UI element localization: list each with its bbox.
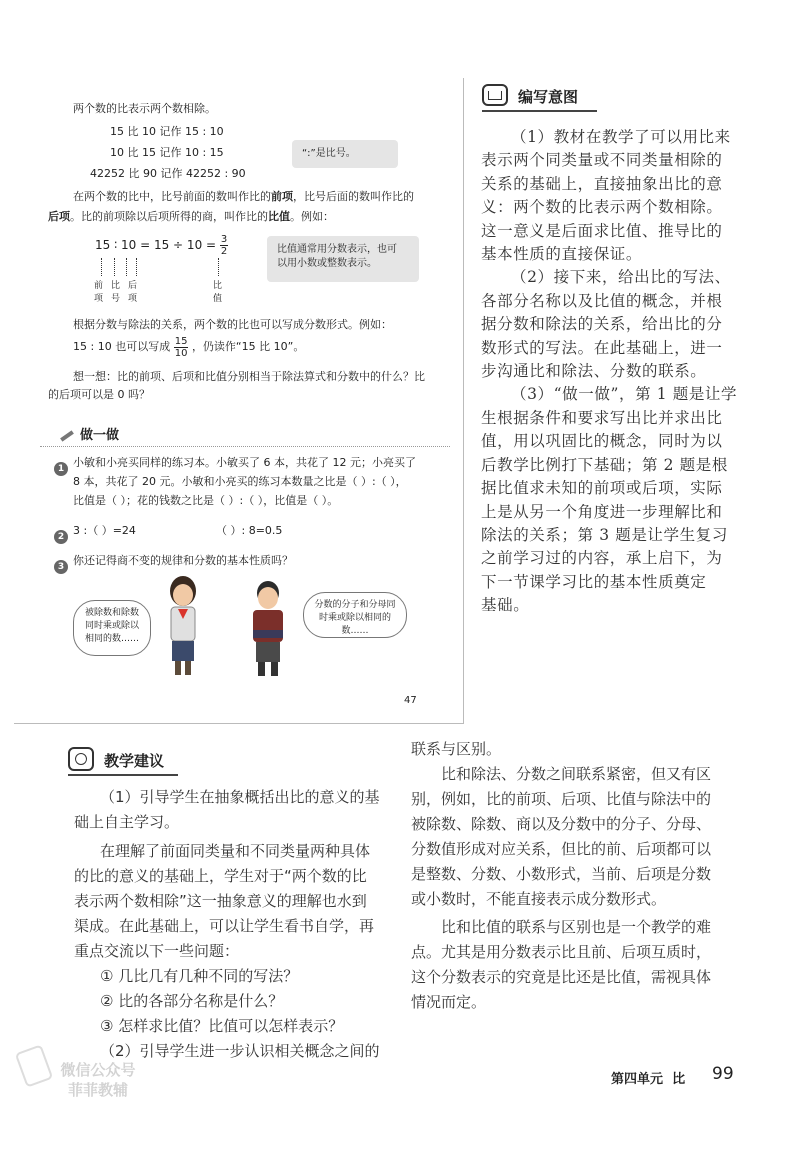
q2-part-b: （ ）: 8=0.5	[216, 524, 283, 537]
definition-line-2: 后项。比的前项除以后项所得的商，叫作比的比值。例如：	[48, 210, 334, 223]
advice-line: 在理解了前面同类量和不同类量两种具体	[100, 842, 371, 860]
equation-fraction: $\frac{3}{2}$	[220, 234, 228, 257]
intent-line: 基础。	[481, 596, 530, 615]
intent-line: （2）接下来，给出比的写法、	[511, 268, 731, 287]
value-note-box	[267, 236, 419, 282]
advice-line: 被除数、除数、商以及分数中的分子、分母、	[411, 815, 712, 833]
advice-line: 重点交流以下一些问题：	[74, 942, 240, 960]
advice-line: （2）引导学生进一步认识相关概念之间的	[100, 1042, 380, 1060]
advice-line: 分数值形成对应关系，但比的前、后项都可以	[411, 840, 712, 858]
dotted-guide	[114, 258, 115, 276]
label-sign: 比 号	[111, 281, 121, 304]
advice-left-column	[74, 785, 404, 1064]
intent-underline	[482, 110, 597, 112]
advice-underline	[68, 774, 178, 776]
example-3: 42252 比 90 记作 42252 : 90	[90, 167, 246, 180]
intent-title: 编写意图	[518, 88, 579, 106]
example-fraction: $\frac{15}{10}$	[174, 335, 188, 359]
question-number-1: 1	[54, 462, 68, 476]
advice-line: 联系与区别。	[411, 740, 502, 758]
dotted-guide	[218, 258, 219, 276]
advice-line: （1）引导学生在抽象概括出比的意义的基	[100, 788, 380, 806]
question-number-2: 2	[54, 530, 68, 544]
definition-line-1: 在两个数的比中，比号前面的数叫作比的前项，比号后面的数叫作比的	[73, 190, 414, 203]
dotted-guide	[136, 258, 137, 276]
q3-text: 你还记得商不变的规律和分数的基本性质吗？	[73, 554, 293, 567]
intent-line: 据比值求未知的前项或后项，实际	[481, 479, 723, 498]
advice-right-column	[411, 737, 781, 1015]
girl-figure	[170, 576, 196, 675]
intent-line: 基本性质的直接保证。	[481, 245, 643, 264]
intent-body	[481, 126, 771, 618]
example-2: 10 比 15 记作 10 : 15	[110, 146, 224, 159]
footer-unit: 第四单元 比	[611, 1072, 686, 1087]
intent-line: 各部分名称以及比值的概念，并根	[481, 291, 723, 310]
value-note-line-2: 以用小数或整数表示。	[277, 258, 377, 269]
divider	[40, 446, 450, 447]
q1-line-2: 8 本，共花了 20 元。小敏和小亮买的练习本数量之比是（ ）:（ ），	[73, 475, 407, 488]
intent-line: 上是从另一个角度进一步理解比和	[481, 502, 723, 521]
speech-bubble-right: 分数的分子和分母同时乘或除以相同的数……	[303, 592, 407, 638]
fraction-example: 15 : 10 也可以写成 $\frac{15}{10}$ ，仍读作“15 比 10”。	[73, 335, 305, 359]
intent-line: 后教学比例打下基础；第 2 题是根	[481, 455, 728, 474]
advice-line: 情况而定。	[411, 993, 487, 1011]
intent-line: 值，用以巩固比的概念，同时为以	[481, 432, 723, 451]
book-icon	[482, 84, 508, 106]
advice-line: 础上自主学习。	[74, 813, 180, 831]
advice-line: 比和除法、分数之间联系紧密，但又有区	[441, 765, 712, 783]
intent-line: 下一节课学习比的基本性质奠定	[481, 572, 707, 591]
student-illustration	[150, 575, 320, 680]
intent-line: （3）“做一做”，第 1 题是让学	[511, 385, 738, 404]
colon-note: “:”是比号。	[302, 148, 356, 159]
intent-line: 关系的基础上，直接抽象出比的意	[481, 174, 723, 193]
advice-line: 是整数、分数、小数形式，当前、后项是分数	[411, 865, 712, 883]
think-line-1: 想一想：比的前项、后项和比值分别相当于除法算式和分数中的什么？比	[73, 370, 425, 383]
intent-line: 除法的关系；第 3 题是让学生复习	[481, 525, 728, 544]
speech-bubble-left: 被除数和除数同时乘或除以相同的数……	[73, 600, 151, 656]
intent-line: 步沟通比和除法、分数的联系。	[481, 362, 707, 381]
label-front: 前 项	[94, 281, 104, 304]
exercise-heading: 做一做	[60, 424, 119, 443]
dotted-guide	[101, 258, 102, 276]
advice-line: 点。尤其是用分数表示比且前、后项互质时，	[411, 943, 712, 961]
intent-line: 数形式的写法。在此基础上，进一	[481, 338, 723, 357]
advice-icon	[68, 747, 94, 771]
intent-line: 生根据条件和要求写出比并求出比	[481, 408, 723, 427]
intent-line: 义：两个数的比表示两个数相除。	[481, 198, 723, 217]
question-number-3: 3	[54, 560, 68, 574]
term-back: 后项	[48, 210, 70, 223]
advice-line: 别，例如，比的前项、后项、比值与除法中的	[411, 790, 712, 808]
label-value: 比 值	[213, 281, 223, 304]
q1-line-3: 比值是（ ）；花的钱数之比是（ ）:（ ），比值是（ ）。	[73, 494, 339, 507]
value-note-line-1: 比值通常用分数表示，也可	[277, 244, 397, 255]
term-value: 比值	[268, 210, 290, 223]
advice-line: 这个分数表示的究竟是比还是比值，需视具体	[411, 968, 712, 986]
intro-text: 两个数的比表示两个数相除。	[73, 102, 216, 115]
watermark-line-2: 菲菲教辅	[67, 1081, 128, 1099]
intent-line: 之前学习过的内容，承上启下，为	[481, 549, 723, 568]
intent-line: 这一意义是后面求比值、推导比的	[481, 221, 723, 240]
advice-line: 或小数时，不能直接表示成分数形式。	[411, 890, 667, 908]
advice-line: 表示两个数相除”这一抽象意义的理解也水到	[74, 892, 367, 910]
advice-line: ② 比的各部分名称是什么？	[100, 992, 284, 1010]
watermark-line-1: 微信公众号	[60, 1061, 136, 1079]
textbook-page-number: 47	[404, 695, 417, 706]
term-front: 前项	[271, 190, 293, 203]
advice-line: ③ 怎样求比值？比值可以怎样表示？	[100, 1017, 344, 1035]
intent-line: 据分数和除法的关系，给出比的分	[481, 315, 723, 334]
advice-line: 比和比值的联系与区别也是一个教学的难	[441, 918, 712, 936]
advice-line: 渠成。在此基础上，可以让学生看书自学，再	[74, 917, 375, 935]
example-1: 15 比 10 记作 15 : 10	[110, 125, 224, 138]
q2-part-a: 3 :（ ）=24	[73, 524, 136, 537]
dotted-guide	[126, 258, 127, 276]
label-back: 后 项	[128, 281, 138, 304]
fraction-relation-text: 根据分数与除法的关系，两个数的比也可以写成分数形式。例如：	[73, 318, 392, 331]
think-line-2: 的后项可以是 0 吗？	[48, 388, 150, 401]
intent-line: 表示两个同类量或不同类量相除的	[481, 151, 723, 170]
advice-line: 的比的意义的基础上，学生对于“两个数的比	[74, 867, 367, 885]
advice-title: 教学建议	[104, 752, 165, 770]
intent-line: （1）教材在教学了可以用比来	[511, 128, 731, 146]
q1-line-1: 小敏和小亮买同样的练习本。小敏买了 6 本，共花了 12 元；小亮买了	[73, 456, 416, 469]
ratio-equation: 15 ∶ 10 = 15 ÷ 10 = $\frac{3}{2}$	[95, 234, 228, 257]
boy-figure	[253, 581, 283, 676]
colon-note-box	[292, 140, 398, 168]
pencil-icon	[60, 430, 74, 441]
footer-page-number: 99	[712, 1064, 734, 1084]
watermark	[48, 1060, 148, 1100]
advice-line: ① 几比几有几种不同的写法？	[100, 967, 299, 985]
